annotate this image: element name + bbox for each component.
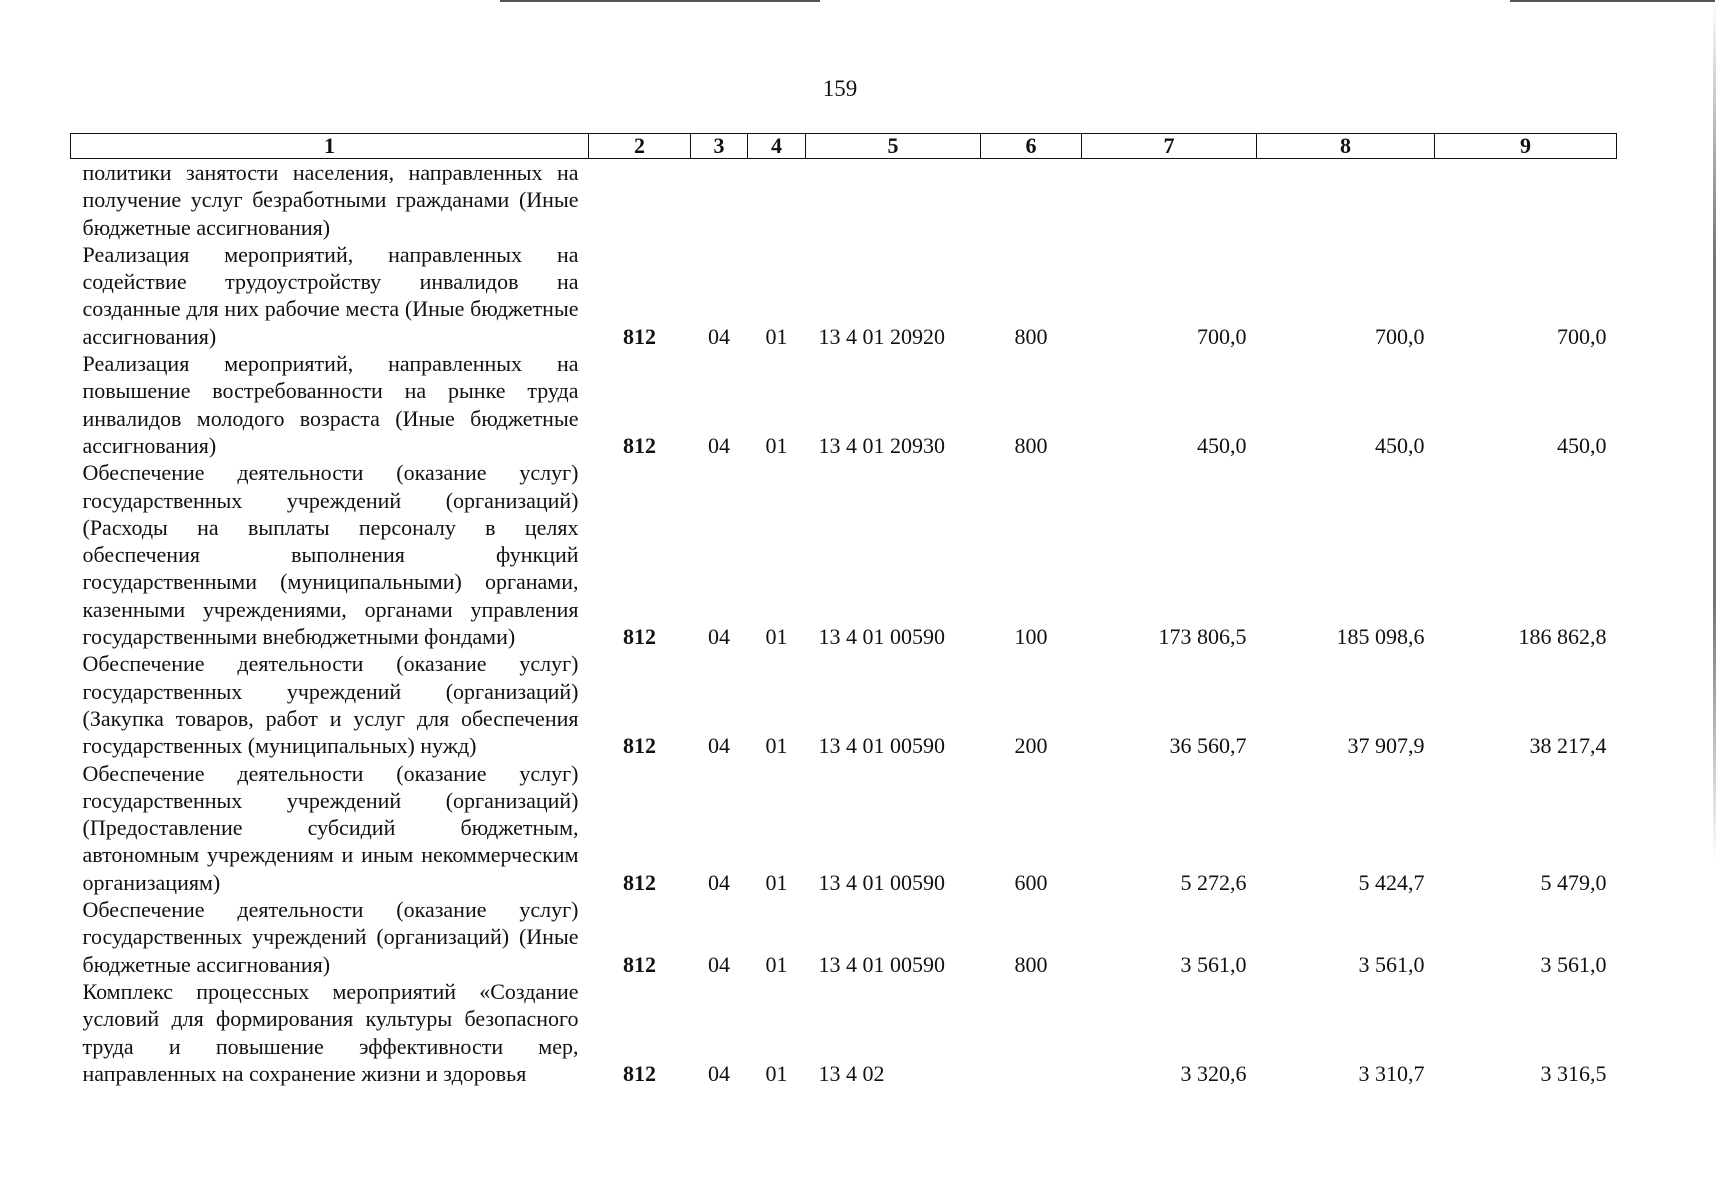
section-code: 04 (708, 733, 730, 759)
table-row (71, 978, 1617, 1087)
amount-col-7 (1082, 159, 1257, 241)
row-description: Обеспечение деятельности (оказание услуг) государственных учреждений (организаций) (Расходы на выплаты персоналу в целях обеспечения выполнения функций государственными (муниципальными) органами, казенными учреждениями, органами управления государственными внебюджетными фондами) (82, 460, 579, 650)
amount-col-7: 450,0 (1197, 432, 1247, 458)
expense-type-code: 600 (1014, 869, 1048, 895)
table-row (71, 241, 1617, 350)
amount-col-8: 5 424,7 (1358, 869, 1425, 895)
subsection-code: 01 (765, 432, 788, 458)
target-article-code: 13 4 01 20920 (818, 323, 945, 349)
table-row (71, 896, 1617, 978)
amount-col-9: 3 561,0 (1540, 951, 1607, 977)
admin-code: 812 (623, 869, 656, 895)
admin-code: 812 (623, 1060, 656, 1086)
column-header: 2 (589, 134, 691, 159)
row-description: Обеспечение деятельности (оказание услуг) государственных учреждений (организаций) (Предоставление субсидий бюджетным, автономным учреждениям и иным некоммерческим организациям) (82, 760, 579, 895)
section-code (691, 159, 748, 241)
column-header: 1 (71, 134, 589, 159)
budget-table (70, 133, 1617, 1087)
expense-type-code: 800 (1014, 951, 1048, 977)
amount-col-7: 3 561,0 (1180, 951, 1247, 977)
table-row (71, 459, 1617, 650)
row-description: Обеспечение деятельности (оказание услуг) государственных учреждений (организаций) (Иные бюджетные ассигнования) (82, 897, 579, 977)
target-article-code: 13 4 01 20930 (818, 432, 945, 458)
page-number: 159 (822, 76, 858, 101)
amount-col-9: 5 479,0 (1540, 869, 1607, 895)
subsection-code: 01 (765, 869, 788, 895)
amount-col-9 (1435, 159, 1617, 241)
section-code: 04 (708, 1060, 730, 1086)
amount-col-7: 5 272,6 (1180, 869, 1247, 895)
expense-type-code (981, 978, 1082, 1087)
table-row (71, 760, 1617, 896)
amount-col-7: 700,0 (1197, 323, 1247, 349)
subsection-code: 01 (765, 624, 788, 650)
amount-col-9: 3 316,5 (1540, 1060, 1607, 1086)
subsection-code: 01 (765, 951, 788, 977)
section-code: 04 (708, 951, 730, 977)
scan-artifact-top-line (500, 0, 820, 2)
amount-col-9: 186 862,8 (1518, 624, 1607, 650)
admin-code: 812 (623, 733, 656, 759)
column-header: 5 (806, 134, 981, 159)
column-header: 3 (691, 134, 748, 159)
amount-col-7: 3 320,6 (1180, 1060, 1247, 1086)
target-article-code: 13 4 01 00590 (818, 951, 945, 977)
amount-col-7: 36 560,7 (1169, 733, 1247, 759)
section-code: 04 (708, 432, 730, 458)
table-row (71, 650, 1617, 759)
scan-artifact-top-line (1510, 0, 1715, 2)
table-header-row (71, 134, 1617, 159)
subsection-code (748, 159, 806, 241)
row-description: Обеспечение деятельности (оказание услуг) государственных учреждений (организаций) (Закупка товаров, работ и услуг для обеспечения государственных (муниципальных) нужд) (82, 651, 579, 759)
admin-code: 812 (623, 624, 656, 650)
row-description: политики занятости населения, направленных на получение услуг безработными гражданами (Иные бюджетные ассигнования) (82, 160, 579, 240)
column-header: 4 (748, 134, 806, 159)
expense-type-code (981, 159, 1082, 241)
amount-col-8 (1257, 159, 1435, 241)
target-article-code: 13 4 02 (818, 1060, 885, 1086)
table-row (71, 159, 1617, 241)
subsection-code: 01 (765, 1060, 788, 1086)
amount-col-9: 450,0 (1557, 432, 1607, 458)
amount-col-8: 185 098,6 (1336, 624, 1425, 650)
expense-type-code: 800 (1014, 323, 1048, 349)
section-code: 04 (708, 869, 730, 895)
row-description: Реализация мероприятий, направленных на содействие трудоустройству инвалидов на созданные для них рабочие места (Иные бюджетные ассигнования) (82, 241, 579, 349)
target-article-code: 13 4 01 00590 (818, 624, 945, 650)
row-description: Реализация мероприятий, направленных на повышение востребованности на рынке труда инвалидов молодого возраста (Иные бюджетные ассигнования) (82, 351, 579, 458)
target-article-code: 13 4 01 00590 (818, 869, 945, 895)
admin-code (589, 159, 691, 241)
admin-code: 812 (623, 951, 656, 977)
admin-code: 812 (623, 323, 656, 349)
amount-col-8: 3 561,0 (1358, 951, 1425, 977)
amount-col-9: 38 217,4 (1529, 733, 1607, 759)
subsection-code: 01 (765, 323, 788, 349)
section-code: 04 (708, 323, 730, 349)
column-header: 9 (1435, 134, 1617, 159)
target-article-code (806, 159, 981, 241)
column-header: 7 (1082, 134, 1257, 159)
amount-col-8: 450,0 (1375, 432, 1425, 458)
expense-type-code: 200 (1014, 733, 1048, 759)
expense-type-code: 800 (1014, 432, 1048, 458)
row-description: Комплекс процессных мероприятий «Создание условий для формирования культуры безопасного труда и повышение эффективности мер, направленных на сохранение жизни и здоровья (82, 978, 579, 1086)
admin-code: 812 (623, 432, 656, 458)
amount-col-9: 700,0 (1557, 323, 1607, 349)
table-row (71, 350, 1617, 459)
column-header: 8 (1257, 134, 1435, 159)
section-code: 04 (708, 624, 730, 650)
amount-col-8: 700,0 (1375, 323, 1425, 349)
amount-col-7: 173 806,5 (1158, 624, 1247, 650)
amount-col-8: 3 310,7 (1358, 1060, 1425, 1086)
expense-type-code: 100 (1014, 624, 1048, 650)
amount-col-8: 37 907,9 (1347, 733, 1425, 759)
target-article-code: 13 4 01 00590 (818, 733, 945, 759)
scan-artifact-right-edge (1713, 0, 1716, 860)
subsection-code: 01 (765, 733, 788, 759)
column-header: 6 (981, 134, 1082, 159)
